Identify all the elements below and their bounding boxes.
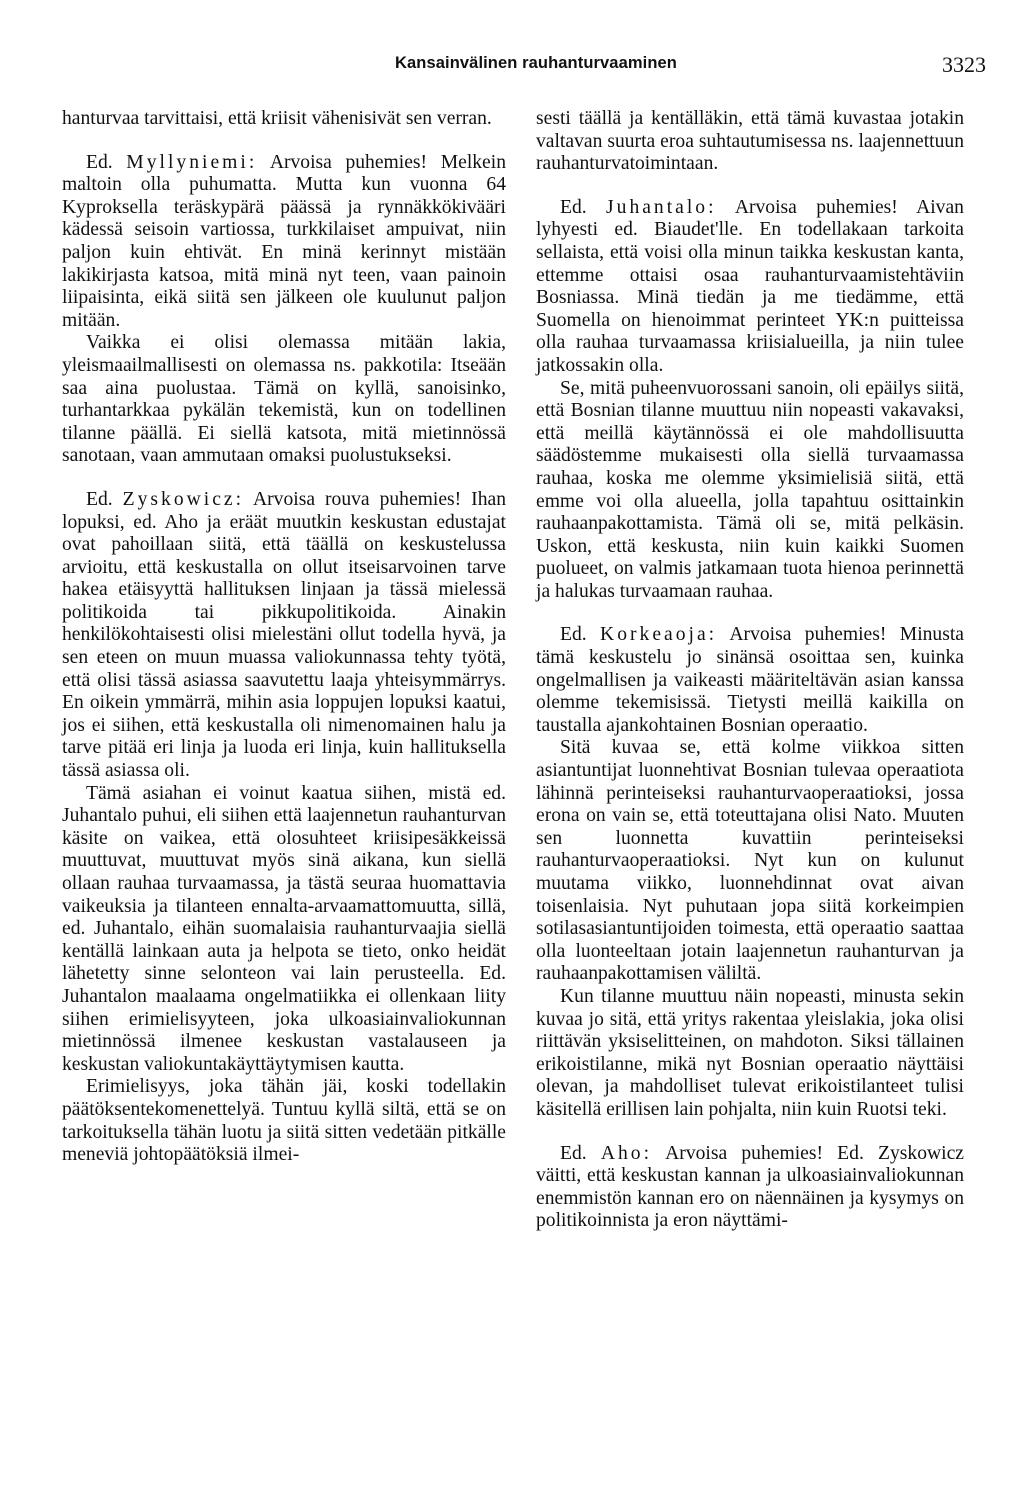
paragraph: Erimielisyys, joka tähän jäi, koski todellakin päätöksentekomenettelyä. Tuntuu kyllä siltä, että se on tarkoituksella tähän luotu ja siitä sitten vedetään pitkälle meneviä johtopäätöksiä ilmei- — [62, 1076, 506, 1166]
running-header-title: Kansainvälinen rauhanturvaaminen — [395, 54, 677, 72]
speaker-prefix: Ed. — [560, 1142, 587, 1164]
paragraph: Vaikka ei olisi olemassa mitään lakia, yleismaailmallisesti on olemassa ns. pakkotila: Itseään saa aina puolustaa. Tämä on kyllä, sanoisinko, turhantarkkaa pykälän tekemistä, kun on todellinen tilanne päällä. Ei siellä katsota, mitä mietinnössä sanotaan, vaan ammutaan omaksi puolustukseksi. — [62, 332, 506, 467]
paragraph: Se, mitä puheenvuorossani sanoin, oli epäilys siitä, että Bosnian tilanne muuttuu niin nopeasti vakavaksi, että meillä käytännössä ei ole mahdollisuutta säädöstemme mukaisesti olla siellä turvaamassa rauhaa, koska me olemme yksimielisiä siitä, että emme voi olla alueella, jolla tapahtuu osittainkin rauhaanpakottamista. Tämä oli se, mitä pelkäsin. Uskon, että keskusta, niin kuin kaikki Suomen puolueet, on valmis jatkamaan tuota hienoa perinnettä ja halukas turvaamaan rauhaa. — [536, 377, 964, 602]
paragraph: Kun tilanne muuttuu näin nopeasti, minusta sekin kuvaa jo sitä, että yritys rakentaa yleislakia, joka olisi riittävän yksiselitteinen, on mahdoton. Siksi tällainen erikoistilanne, mikä nyt Bosnian operaatio näyttäisi olevan, ja mahdolliset tulevat erikoistilanteet tulisi käsitellä erillisen lain pohjalta, niin kuin Ruotsi teki. — [536, 985, 964, 1120]
running-header — [0, 52, 1024, 82]
speech-korkeaoja — [536, 624, 964, 737]
speech-zyskowicz — [62, 489, 506, 783]
page-number: 3323 — [942, 52, 986, 77]
speaker-name: Myllyniemi: — [126, 151, 258, 173]
left-column — [62, 108, 506, 1167]
paragraph: Tämä asiahan ei voinut kaatua siihen, mistä ed. Juhantalo puhui, eli siihen että laajennetun rauhanturvan käsite on vaikea, että olosuhteet kriisipesäkkeissä muuttuvat, muuttuvat myös sinä aikana, kun siellä ollaan rauhaa turvaamassa, ja tästä seuraa huomattavia vaikeuksia ja tilanteen ennalta-arvaamattomuutta, sillä, ed. Juhantalo, eihän suomalaisia rauhanturvaajia siellä kentällä lainkaan auta ja helpota se tieto, onko heidät lähetetty sinne selonteon vai lain perusteella. Ed. Juhantalon maalaama ongelmatiikka ei ollenkaan liity siihen erimielisyyteen, joka ulkoasiainvaliokunnan mietinnössä ilmenee keskustan vastalauseen ja keskustan valiokuntakäyttäytymisen kautta. — [62, 782, 506, 1075]
speaker-name: Aho: — [600, 1142, 653, 1164]
right-column — [536, 108, 964, 1233]
speech-myllyniemi — [62, 152, 506, 333]
paragraph: Sitä kuvaa se, että kolme viikkoa sitten asiantuntijat luonnehtivat Bosnian tulevaa operaatiota lähinnä perinteiseksi rauhanturvaoperaatioksi, jossa erona on vain se, että toteuttajana olisi Nato. Muuten sen luonnetta kuvattiin perinteiseksi rauhanturvaoperaatioksi. Nyt kun on kulunut muutama viikko, luonnehdinnat ovat aivan toisenlaisia. Nyt puhutaan jopa siitä korkeimpien sotilasasiantuntijoiden toimesta, että operaatio saattaa olla luonteeltaan jotain laajennetun rauhanturvan ja rauhaanpakottamisen väliltä. — [536, 737, 964, 985]
speech-text: Arvoisa rouva puhemies! Ihan lopuksi, ed. Aho ja eräät muutkin keskustan edustajat ovat pahoillaan siitä, että täällä on keskustelussa arvioitu, että keskustalla on ollut itseisarvoinen tarve hakea etäisyyttä hallituksen linjaan ja tässä mielessä politikoida tai pikkupolitikoida. Ainakin henkilökohtaisesti olisi mielestäni ollut todella hyvä, ja sen eteen on muun muassa valiokunnassa tehty työtä, että olisi tässä asiassa saavutettu laaja yhteisymmärrys. En oikein ymmärrä, mihin asia loppujen lopuksi kaatui, jos ei siihen, että keskustalla oli nimenomainen halu ja tarve pitää eri linja ja luoda eri linja, kuin hallituksella tässä asiassa oli. — [62, 488, 506, 782]
speech-text: Arvoisa puhemies! Melkein maltoin olla puhumatta. Mutta kun vuonna 64 Kyproksella teräskypärä päässä ja rynnäkkökivääri kädessä seisoin vartiossa, turkkilaiset ampuivat, niin paljon kuin ehtivät. En minä kerinnyt mistään lakikirjasta katsoa, mitä minä nyt teen, vaan painoin liipaisinta, eikä siitä sen jälkeen ole kuulunut paljon mitään. — [62, 151, 506, 331]
paragraph: hanturvaa tarvittaisi, että kriisit vähenisivät sen verran. — [62, 108, 492, 129]
speech-text: Arvoisa puhemies! Ed. Zyskowicz väitti, että keskustan kannan ja ulkoasiainvaliokunnan enemmistön kannan ero on näennäinen ja kysymys on politikoinnista ja eron näyttämi- — [536, 1142, 964, 1232]
speaker-prefix: Ed. — [560, 624, 587, 646]
speaker-name: Zyskowicz: — [122, 488, 245, 510]
speaker-prefix: Ed. — [86, 151, 113, 173]
paragraph: sesti täällä ja kentälläkin, että tämä kuvastaa jotakin valtavan suurta eroa suhtautumisessa ns. laajennettuun rauhanturvatoimintaan. — [536, 108, 964, 175]
speaker-name: Korkeaoja: — [600, 624, 718, 646]
speech-text: Arvoisa puhemies! Aivan lyhyesti ed. Biaudet'lle. En todellakaan tarkoita sellaista, että voisi olla minun taikka keskustan kanta, ettemme ottaisi osaa rauhanturvaamistehtäviin Bosniassa. Minä tiedän ja me tiedämme, että Suomella on hienoimmat perinteet YK:n puitteissa olla rauhaa turvaamassa kriisialueilla, ja niin tulee jatkossakin olla. — [536, 196, 964, 376]
speaker-name: Juhantalo: — [606, 196, 717, 218]
speech-text: Arvoisa puhemies! Minusta tämä keskustelu jo sinänsä osoittaa sen, kuinka ongelmallisen ja vaikeasti määriteltävän asian kanssa olemme tekemisissä. Tietysti meillä kaikilla on taustalla ajankohtainen Bosnian operaatio. — [536, 624, 964, 736]
speaker-prefix: Ed. — [560, 196, 587, 218]
speaker-prefix: Ed. — [86, 488, 113, 510]
speech-juhantalo — [536, 197, 964, 378]
speech-aho — [536, 1143, 964, 1233]
